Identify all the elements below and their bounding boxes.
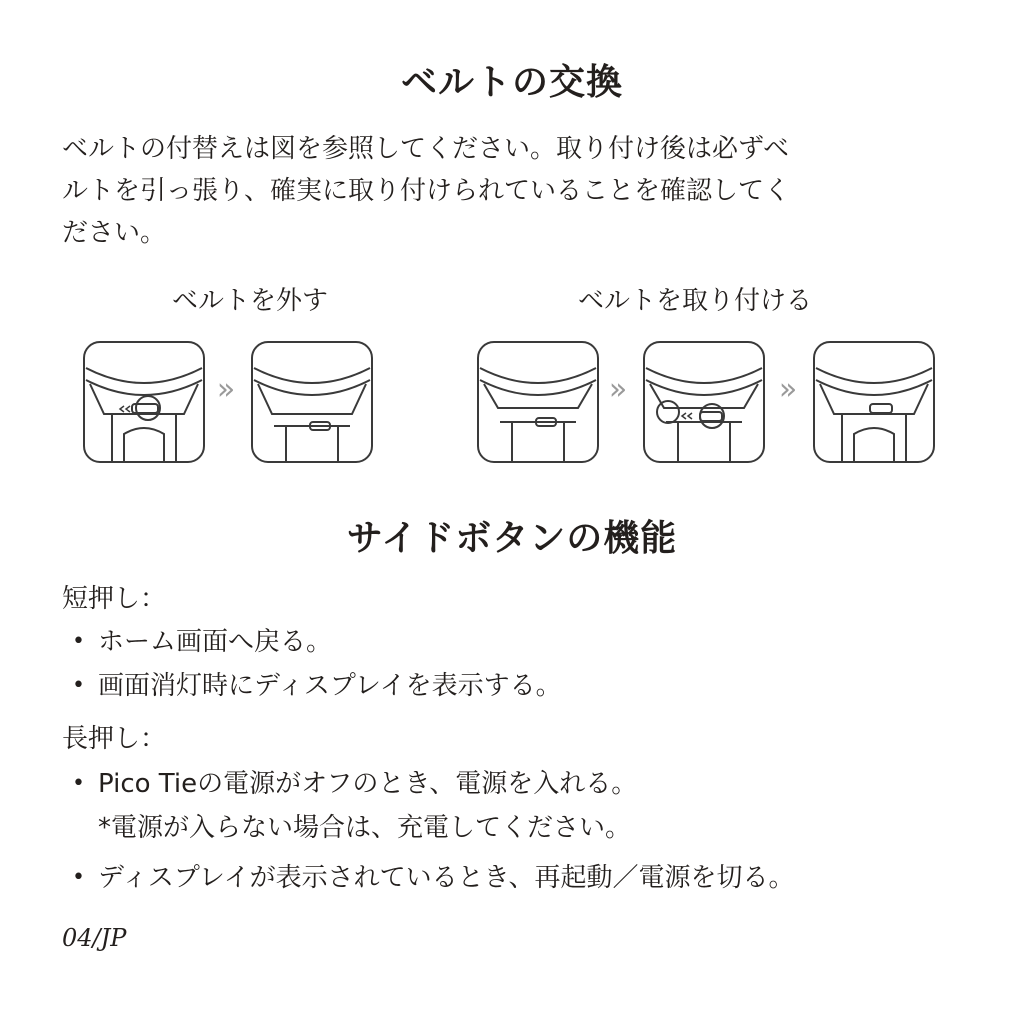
arrow-icon: »: [608, 372, 628, 407]
belt-section-title: ベルトの交換: [400, 62, 623, 103]
remove-step-1-illustration: [82, 338, 206, 466]
list-item: [62, 856, 982, 900]
bullet-icon: •: [72, 865, 85, 890]
attach-step-2-illustration: [642, 338, 766, 466]
attach-step-1-illustration: [476, 338, 600, 466]
long-press-list: [62, 762, 982, 900]
remove-step-2-illustration: [250, 338, 374, 466]
belt-instructions: [62, 128, 972, 254]
attach-belt-label: ベルトを取り付ける: [577, 286, 812, 316]
remove-belt-label: ベルトを外す: [171, 286, 328, 316]
short-press-item-1: ホーム画面へ戻る。: [98, 627, 333, 657]
short-press-label: 短押し：: [62, 584, 167, 614]
bullet-icon: •: [72, 771, 85, 796]
list-item: [62, 762, 982, 850]
bullet-icon: •: [72, 629, 85, 654]
short-press-list: [62, 620, 982, 708]
side-button-section-title: サイドボタンの機能: [346, 518, 678, 559]
short-press-item-2: 画面消灯時にディスプレイを表示する。: [98, 671, 562, 701]
bullet-icon: •: [72, 673, 85, 698]
long-press-note: *電源が入らない場合は、充電してください。: [98, 813, 632, 843]
belt-instructions-line-1: ベルトの付替えは図を参照してください。取り付け後は必ずベ: [62, 134, 789, 164]
attach-step-3-illustration: [812, 338, 936, 466]
belt-instructions-line-2: ルトを引っ張り、確実に取り付けられていることを確認してく: [62, 176, 791, 206]
list-item: [62, 620, 982, 664]
list-item: [62, 664, 982, 708]
long-press-item-2: ディスプレイが表示されているとき、再起動／電源を切る。: [98, 863, 795, 893]
arrow-icon: »: [216, 372, 236, 407]
page-number: 04/JP: [62, 924, 127, 952]
belt-instructions-line-3: ださい。: [62, 218, 167, 248]
arrow-icon: »: [778, 372, 798, 407]
long-press-label: 長押し：: [62, 724, 167, 754]
long-press-item-1: Pico Tieの電源がオフのとき、電源を入れる。: [98, 769, 638, 799]
